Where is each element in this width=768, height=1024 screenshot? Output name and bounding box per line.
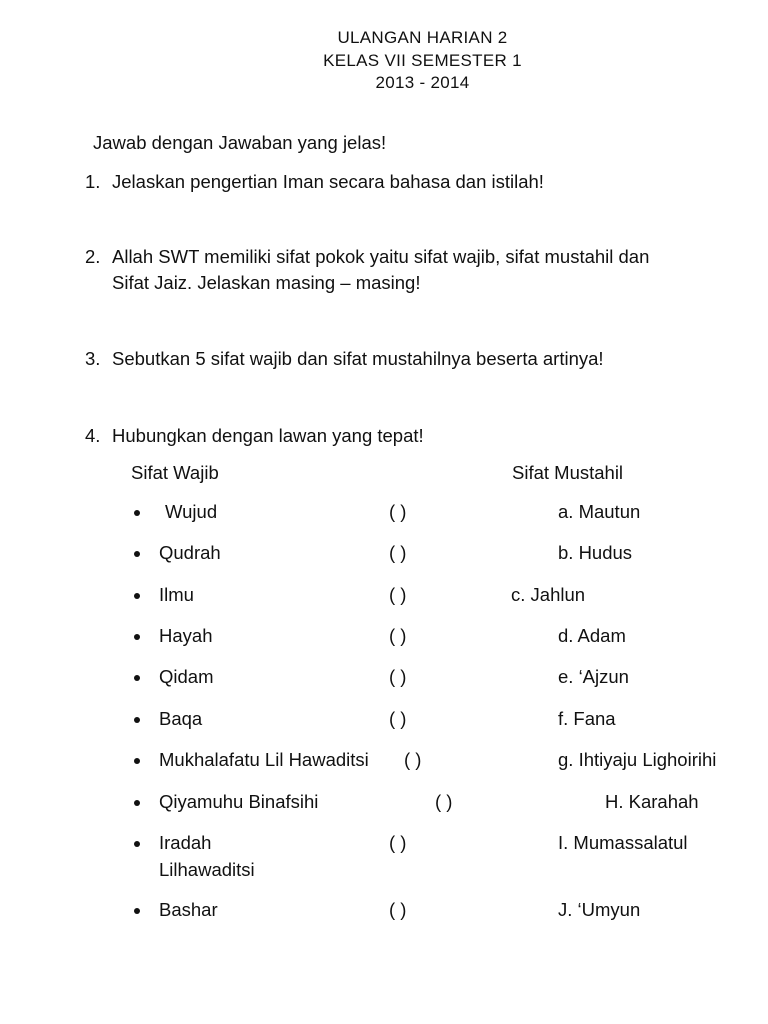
mustahil-item: J. ‘Umyun (558, 899, 641, 920)
question-1-text: Jelaskan pengertian Iman secara bahasa dan istilah! (112, 171, 544, 192)
question-2-number: 2. (85, 246, 101, 267)
wajib-item: Qudrah (159, 542, 221, 563)
mustahil-item: d. Adam (558, 625, 626, 646)
question-1-number: 1. (85, 171, 101, 192)
wajib-item: Hayah (159, 625, 213, 646)
answer-blank: ( ) (389, 708, 407, 729)
bullet-icon (134, 593, 140, 599)
mustahil-item: b. Hudus (558, 542, 633, 563)
bullet-icon (134, 675, 140, 681)
bullet-icon (134, 908, 140, 914)
mustahil-item: a. Mautun (558, 501, 641, 522)
question-2-text-cont: Sifat Jaiz. Jelaskan masing – masing! (112, 272, 421, 293)
mustahil-item: I. Mumassalatul (558, 832, 688, 853)
mustahil-item: f. Fana (558, 708, 616, 729)
school-year: 2013 - 2014 (375, 73, 470, 92)
question-3-number: 3. (85, 348, 101, 369)
mustahil-item: g. Ihtiyaju Lighoirihi (558, 749, 717, 770)
class-semester: KELAS VII SEMESTER 1 (323, 51, 522, 70)
sifat-wajib-header: Sifat Wajib (131, 462, 219, 483)
bullet-icon (134, 841, 140, 847)
wajib-item: Ilmu (159, 584, 194, 605)
answer-blank: ( ) (389, 666, 407, 687)
answer-blank: ( ) (389, 501, 407, 522)
bullet-icon (134, 758, 140, 764)
mustahil-item: H. Karahah (605, 791, 699, 812)
answer-blank: ( ) (389, 899, 407, 920)
mustahil-item: c. Jahlun (511, 584, 586, 605)
question-2-text: Allah SWT memiliki sifat pokok yaitu sifat wajib, sifat mustahil dan (112, 246, 650, 267)
bullet-icon (134, 800, 140, 806)
question-3-text: Sebutkan 5 sifat wajib dan sifat mustahilnya beserta artinya! (112, 348, 604, 369)
instruction: Jawab dengan Jawaban yang jelas! (93, 132, 387, 153)
mustahil-item: e. ‘Ajzun (558, 666, 629, 687)
sifat-mustahil-header: Sifat Mustahil (512, 462, 624, 483)
question-4-number: 4. (85, 425, 101, 446)
wajib-item: Qiyamuhu Binafsihi (159, 791, 319, 812)
question-4-text: Hubungkan dengan lawan yang tepat! (112, 425, 424, 446)
wajib-item: Bashar (159, 899, 218, 920)
answer-blank: ( ) (389, 542, 407, 563)
wajib-item-cont: Lilhawaditsi (159, 859, 255, 880)
exam-title: ULANGAN HARIAN 2 (337, 28, 508, 47)
bullet-icon (134, 634, 140, 640)
wajib-item: Baqa (159, 708, 203, 729)
bullet-icon (134, 551, 140, 557)
wajib-item: Mukhalafatu Lil Hawaditsi (159, 749, 369, 770)
wajib-item: Wujud (165, 501, 218, 522)
answer-blank: ( ) (435, 791, 453, 812)
wajib-item: Qidam (159, 666, 214, 687)
wajib-item: Iradah (159, 832, 212, 853)
answer-blank: ( ) (404, 749, 422, 770)
answer-blank: ( ) (389, 832, 407, 853)
answer-blank: ( ) (389, 584, 407, 605)
bullet-icon (134, 510, 140, 516)
answer-blank: ( ) (389, 625, 407, 646)
bullet-icon (134, 717, 140, 723)
